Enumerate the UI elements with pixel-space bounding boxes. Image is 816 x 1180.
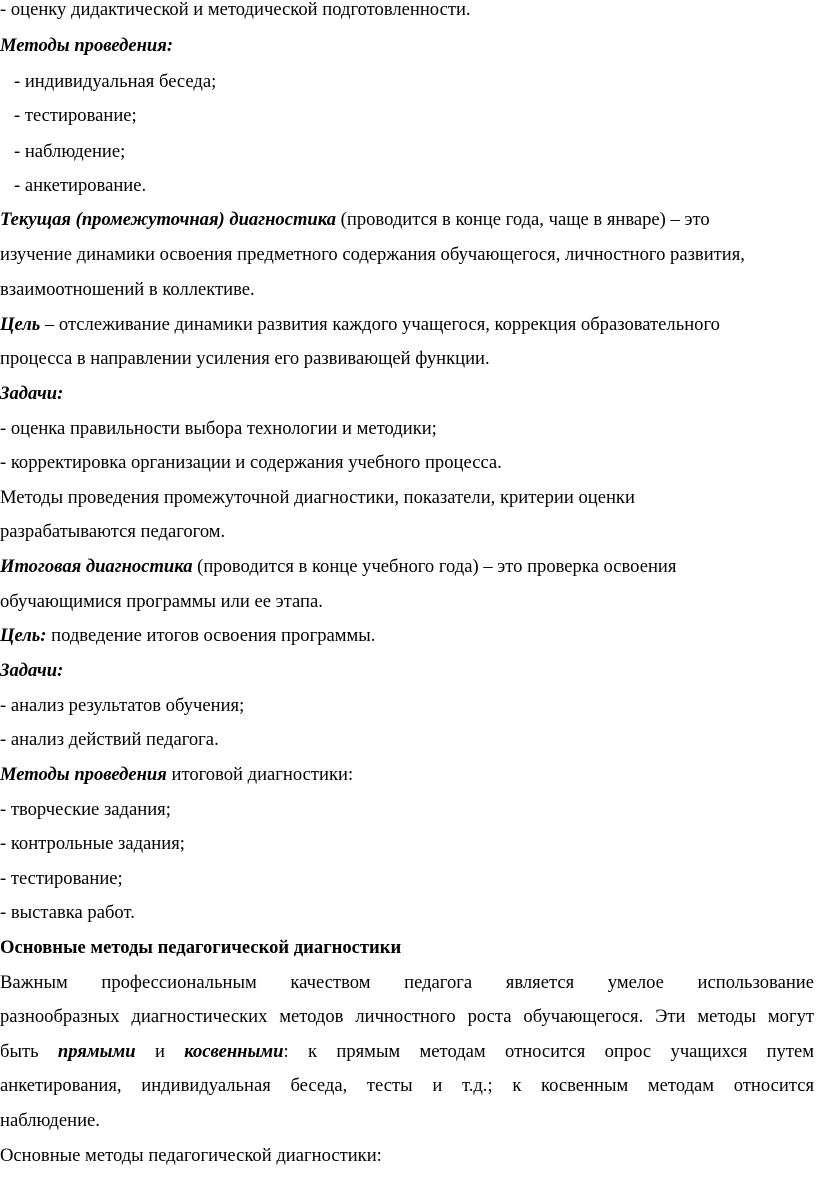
list-item: - творческие задания; [0,799,171,820]
list-item: - анкетирование. [14,175,147,196]
text-line: Цель – отслеживание динамики развития каждого учащегося, коррекция образовательного [0,314,720,335]
list-item: - тестирование; [0,868,123,889]
list-item: - оценка правильности выбора технологии и методики; [0,418,437,439]
term-current-diagnostics: Текущая (промежуточная) диагностика [0,209,337,230]
text-line: обучающимися программы или ее этапа. [0,591,323,612]
term-methods: Методы проведения [0,764,167,785]
list-item: - корректировка организации и содержания учебного процесса. [0,452,502,473]
paragraph-line: быть прямыми и косвенными: к прямым методам относится опрос учащихся путем [0,1041,814,1062]
term-direct: прямыми [57,1041,136,1062]
list-item: - контрольные задания; [0,833,185,854]
list-item: - индивидуальная беседа; [14,71,217,92]
paragraph-line: разнообразных диагностических методов личностного роста обучающегося. Эти методы могут [0,1006,814,1027]
text-line: изучение динамики освоения предметного содержания обучающегося, личностного развития, [0,244,745,265]
text-line: Итоговая диагностика (проводится в конце учебного года) – это проверка освоения [0,556,677,577]
section-heading-tasks: Задачи: [0,383,64,404]
term-goal: Цель: [0,625,47,646]
text-line: Методы проведения итоговой диагностики: [0,764,354,785]
text-line: Методы проведения промежуточной диагностики, показатели, критерии оценки [0,487,635,508]
text-line: Текущая (промежуточная) диагностика (проводится в конце года, чаще в январе) – это [0,209,710,230]
section-heading-methods: Методы проведения: [0,35,174,56]
text-line: взаимоотношений в коллективе. [0,279,255,300]
text-line: - оценку дидактической и методической подготовленности. [0,0,471,20]
text-line: Цель: подведение итогов освоения программы. [0,625,376,646]
section-heading-main-methods: Основные методы педагогической диагностики [0,937,402,958]
paragraph-line: анкетирования, индивидуальная беседа, тесты и т.д.; к косвенным методам относится [0,1075,814,1096]
paragraph-line: наблюдение. [0,1110,100,1131]
text-line: разрабатываются педагогом. [0,521,226,542]
term-goal: Цель [0,314,41,335]
list-item: - выставка работ. [0,902,135,923]
paragraph-line: Важным профессиональным качеством педагога является умелое использование [0,972,814,993]
text-line: процесса в направлении усиления его развивающей функции. [0,348,490,369]
section-heading-tasks: Задачи: [0,660,64,681]
term-indirect: косвенными [184,1041,284,1062]
list-item: - наблюдение; [14,141,126,162]
list-item: - анализ результатов обучения; [0,695,245,716]
term-final-diagnostics: Итоговая диагностика [0,556,193,577]
list-item: - анализ действий педагога. [0,729,219,750]
text-line: Основные методы педагогической диагностики: [0,1145,382,1166]
list-item: - тестирование; [14,105,137,126]
